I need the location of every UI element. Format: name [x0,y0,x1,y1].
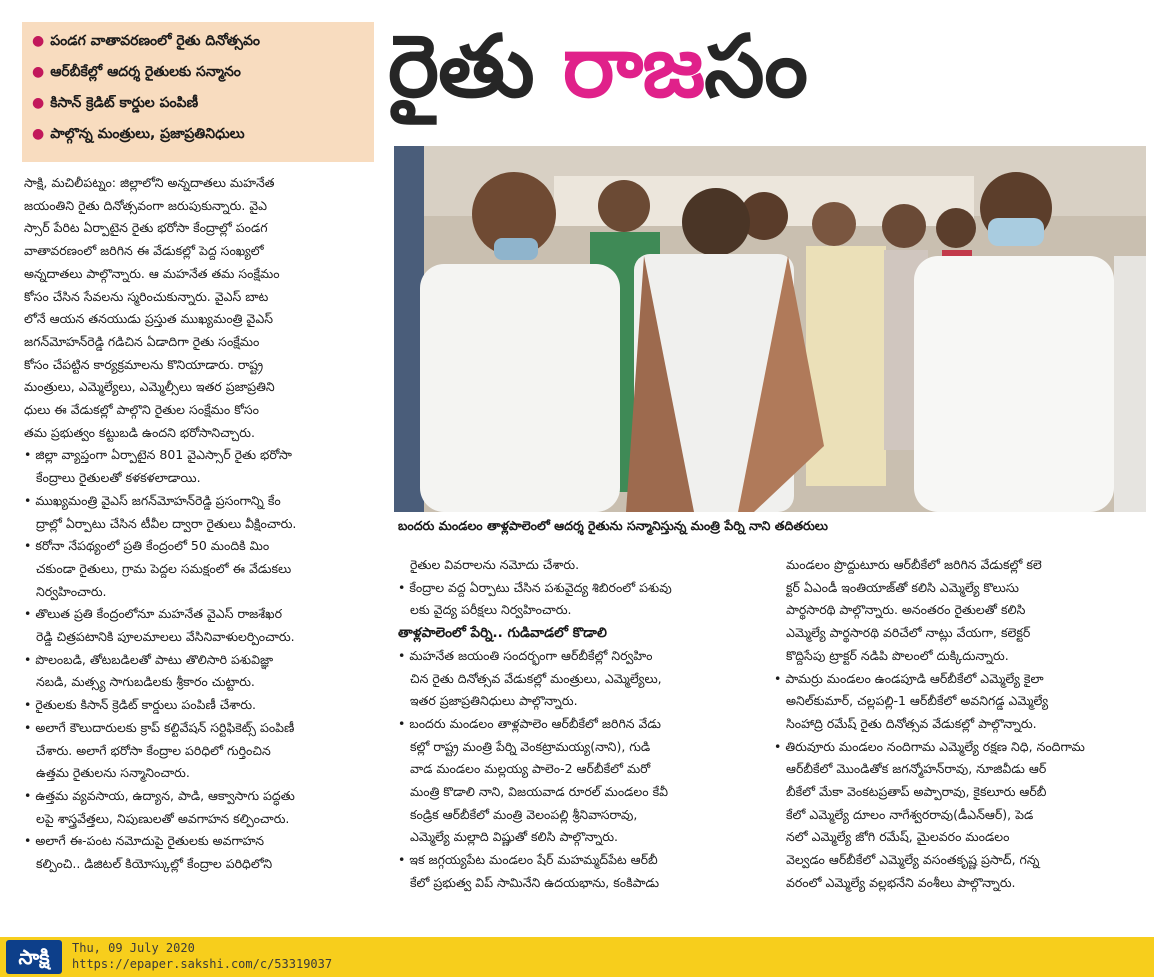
subheading: తాళ్లపాలెంలో పేర్ని.. గుడివాడలో కొడాలి [398,625,607,642]
text-line: ఇతర ప్రజాప్రతినిధులు పాల్గొన్నారు. [410,693,578,709]
text-line: • ఇక జగ్గయ్యపేట మండలం షేర్ మహమ్మద్‌పేట ఆర్‌బీ [398,852,658,868]
text-line: పార్థసారథి పాల్గొన్నారు. అనంతరం రైతులతో కలిసి [786,602,1026,618]
text-line: కల్పించి.. డిజిటల్ కియోస్కుల్లో కేంద్రాల పరిధిలోని [36,856,273,872]
text-line: మండలం ప్రొద్దుటూరు ఆర్‌బీకేలో జరిగిన వేడుకల్లో కలె [786,557,1042,572]
text-line: వాడ మండలం మల్లయ్య పాలెం-2 ఆర్‌బీకేలో మరో [410,761,651,777]
highlight-item: ● పాల్గొన్న మంత్రులు, ప్రజాప్రతినిధులు [32,126,245,142]
text-line: వెల్వడం ఆర్‌బీకేలో ఎమ్మెల్యే వసంతకృష్ణ ప్రసాద్, గన్న [786,852,1040,868]
highlights-box [22,22,374,162]
text-line: • ఉత్తమ వ్యవసాయ, ఉద్యాన, పాడి, ఆక్వాసాగు పద్ధతు [24,787,295,803]
text-line: వరంలో ఎమ్మెల్యే వల్లభనేని వంశీలు పాల్గొన్నారు. [786,874,1016,890]
headline: రైతు రాజసం [388,17,808,117]
text-line: చేశారు. అలాగే భరోసా కేంద్రాల పరిధిలో గుర్తించిన [36,742,271,758]
text-line: నలో ఎమ్మెల్యే జోగి రమేష్, మైలవరం మండలం [786,829,1010,845]
text-line: • అలాగే ఈ-పంట నమోదుపై రైతులకు అవగాహన [24,833,264,849]
edition-date: Thu, 09 July 2020 [72,941,195,955]
text-line: • బందరు మండలం తాళ్లపాలెం ఆర్‌బీకేలో జరిగిన వేడు [398,715,661,731]
text-line: • పొలంబడి, తోటబడిలతో పాటు తొలిసారి పశువిజ్ఞా [24,651,274,667]
text-line: • తొలుత ప్రతి కేంద్రంలోనూ మహనేత వైఎస్ రాజశేఖర [24,606,283,622]
text-line: కొద్దిసేపు ట్రాక్టర్ నడిపి పొలంలో దుక్కిదున్నారు. [786,647,1009,663]
text-line: జయంతిని రైతు దినోత్సవంగా జరుపుకున్నారు. వైఎ [24,197,268,213]
text-line: • పామర్రు మండలం ఉండపూడి ఆర్‌బీకేలో ఎమ్మెల్యే కైలా [774,670,1044,686]
footer-bar [0,937,1154,977]
text-line: • మహనేత జయంతి సందర్భంగా ఆర్‌బీకేల్లో నిర్వహిం [398,647,653,663]
text-line: • అలాగే కౌలుదారులకు క్రాప్ కల్టివేషన్ సర్టిఫికెట్స్ పంపిణీ [24,719,295,735]
highlight-item: ● పండగ వాతావరణంలో రైతు దినోత్సవం [32,33,261,49]
text-line: కేలో ఎమ్మెల్యే దూలం నాగేశ్వరరావు(డీఎన్ఆర్), పెడ [786,806,1034,822]
text-line: కేంద్రాలు రైతులతో కళకళలాడాయి. [36,470,201,486]
text-line: లకు వైద్య పరీక్షలు నిర్వహించారు. [410,602,572,618]
photo-illustration [394,146,1146,512]
highlight-item: ● ఆర్‌బీకేల్లో ఆదర్శ రైతులకు సన్మానం [32,64,241,80]
text-line: లపై శాస్త్రవేత్తలు, నిపుణులతో అవగాహన కల్పించారు. [36,810,290,826]
text-line: స్సార్ పేరిట ఏర్పాటైన రైతు భరోసా కేంద్రాల్లో పండగ [24,220,268,236]
text-line: ద్రాల్లో ఏర్పాటు చేసిన టీవీల ద్వారా రైతులు వీక్షించారు. [36,515,297,531]
text-line: లోనే ఆయన తనయుడు ప్రస్తుత ముఖ్యమంత్రి వైఎస్ [24,311,273,327]
text-line: కోసం చేసిన సేవలను స్మరించుకున్నారు. వైఎస్ బాట [24,288,269,304]
text-line: జగన్‌మోహన్‌రెడ్డి గడిచిన ఏడాదిగా రైతు సంక్షేమం [24,333,260,349]
sakshi-logo[interactable]: సాక్షి [6,940,62,974]
text-line: • రైతులకు కిసాన్ క్రెడిట్ కార్డులు పంపిణీ చేశారు. [24,697,256,713]
text-line: కోసం చేపట్టిన కార్యక్రమాలను కొనియాడారు. రాష్ట్ర [24,356,264,372]
text-line: ధులు ఈ వేడుకల్లో పాల్గొని రైతుల సంక్షేమం కోసం [24,402,259,418]
text-line: అన్నదాతలు పాల్గొన్నారు. ఆ మహనేత తమ సంక్షేమం [24,265,280,281]
text-line: సింహాద్రి రమేష్ రైతు దినోత్సవ వేడుకల్లో పాల్గొన్నారు. [786,715,1037,731]
text-line: కల్లో రాష్ట్ర మంత్రి పేర్ని వెంకట్రామయ్య(నాని), గుడి [410,738,651,754]
text-line: • ముఖ్యమంత్రి వైఎస్ జగన్‌మోహన్‌రెడ్డి ప్రసంగాన్ని కేం [24,492,281,508]
text-line: కండ్రిక ఆర్‌బీకేలో మంత్రి వెలంపల్లి శ్రీనివాసరావు, [410,806,638,822]
text-line: రెడ్డి చిత్రపటానికి పూలమాలలు వేసినివాళులర్పించారు. [36,629,295,645]
text-line: బీకేలో మేకా వెంకటప్రతాప్ అప్పారావు, కైకలూరు ఆర్‌బీ [786,784,1047,800]
epaper-link[interactable]: https://epaper.sakshi.com/c/53319037 [72,957,333,971]
text-line: చిన రైతు దినోత్సవ వేడుకల్లో మంత్రులు, ఎమ్మెల్యేలు, [410,670,662,686]
text-line: మంత్రి కొడాలి నాని, విజయవాడ రూరల్ మండలం కేవీ [410,784,669,800]
text-line: • కరోనా నేపథ్యంలో ప్రతి కేంద్రంలో 50 మందికి మిం [24,538,270,554]
photo-caption: బందరు మండలం తాళ్లపాలెంలో ఆదర్శ రైతును సన్మానిస్తున్న మంత్రి పేర్ని నాని తదితరులు [398,518,828,533]
text-line: చకుండా రైతులు, గ్రామ పెద్దల సమక్షంలో ఈ వేడుకలు [36,560,292,576]
text-line: • కేంద్రాల వద్ద ఏర్పాటు చేసిన పశువైద్య శిబిరంలో పశువు [398,579,672,595]
text-line: తమ ప్రభుత్వం కట్టుబడి ఉందని భరోసానిచ్చారు. [24,424,255,440]
text-line: • జిల్లా వ్యాప్తంగా ఏర్పాటైన 801 వైఎస్సార్ రైతు భరోసా [24,447,292,463]
text-line: ఎమ్మెల్యే పార్థసారథి వరిచేలో నాట్లు వేయగా, కలెక్టర్ [786,625,1031,641]
text-line: ఆర్‌బీకేలో మొండితోక జగన్మోహన్‌రావు, నూజివీడు ఆర్ [786,761,1047,777]
text-line: • తిరువూరు మండలం నందిగామ ఎమ్మెల్యే రక్షణ నిధి, నందిగామ [774,738,1085,754]
text-line: నిర్వహించారు. [36,583,107,599]
column-3 [774,554,1146,895]
highlight-item: ● కిసాన్‌ క్రెడిట్‌ కార్డుల పంపిణీ [32,95,199,111]
column-2 [398,554,770,895]
text-line: సాక్షి, మచిలీపట్నం: జిల్లాలోని అన్నదాతలు మహనేత [24,175,275,190]
text-line: క్టర్ ఏఎండీ ఇంతియాజ్‌తో కలిసి ఎమ్మెల్యే కొలుసు [786,579,1019,595]
news-photo [394,146,1146,512]
text-line: ఉత్తమ రైతులను సన్మానించారు. [36,765,190,781]
text-line: కేలో ప్రభుత్వ విప్ సామినేని ఉదయభాను, కంకిపాడు [410,874,660,890]
column-1 [24,172,388,876]
text-line: అనిల్‌కుమార్, చల్లపల్లి-1 ఆర్‌బీకేలో అవనిగడ్డ ఎమ్మెల్యే [786,693,1049,709]
text-line: వాతావరణంలో జరిగిన ఈ వేడుకల్లో పెద్ద సంఖ్యలో [24,243,264,259]
text-line: రైతుల వివరాలను నమోదు చేశారు. [410,557,580,572]
text-line: మంత్రులు, ఎమ్మెల్యేలు, ఎమ్మెల్సీలు ఇతర ప్రజాప్రతిని [24,379,275,395]
text-line: నబడి, మత్స్య సాగుబడిలకు శ్రీకారం చుట్టారు. [36,674,255,690]
text-line: ఎమ్మెల్యే మల్లాది విష్ణుతో కలిసి పాల్గొన్నారు. [410,829,618,845]
